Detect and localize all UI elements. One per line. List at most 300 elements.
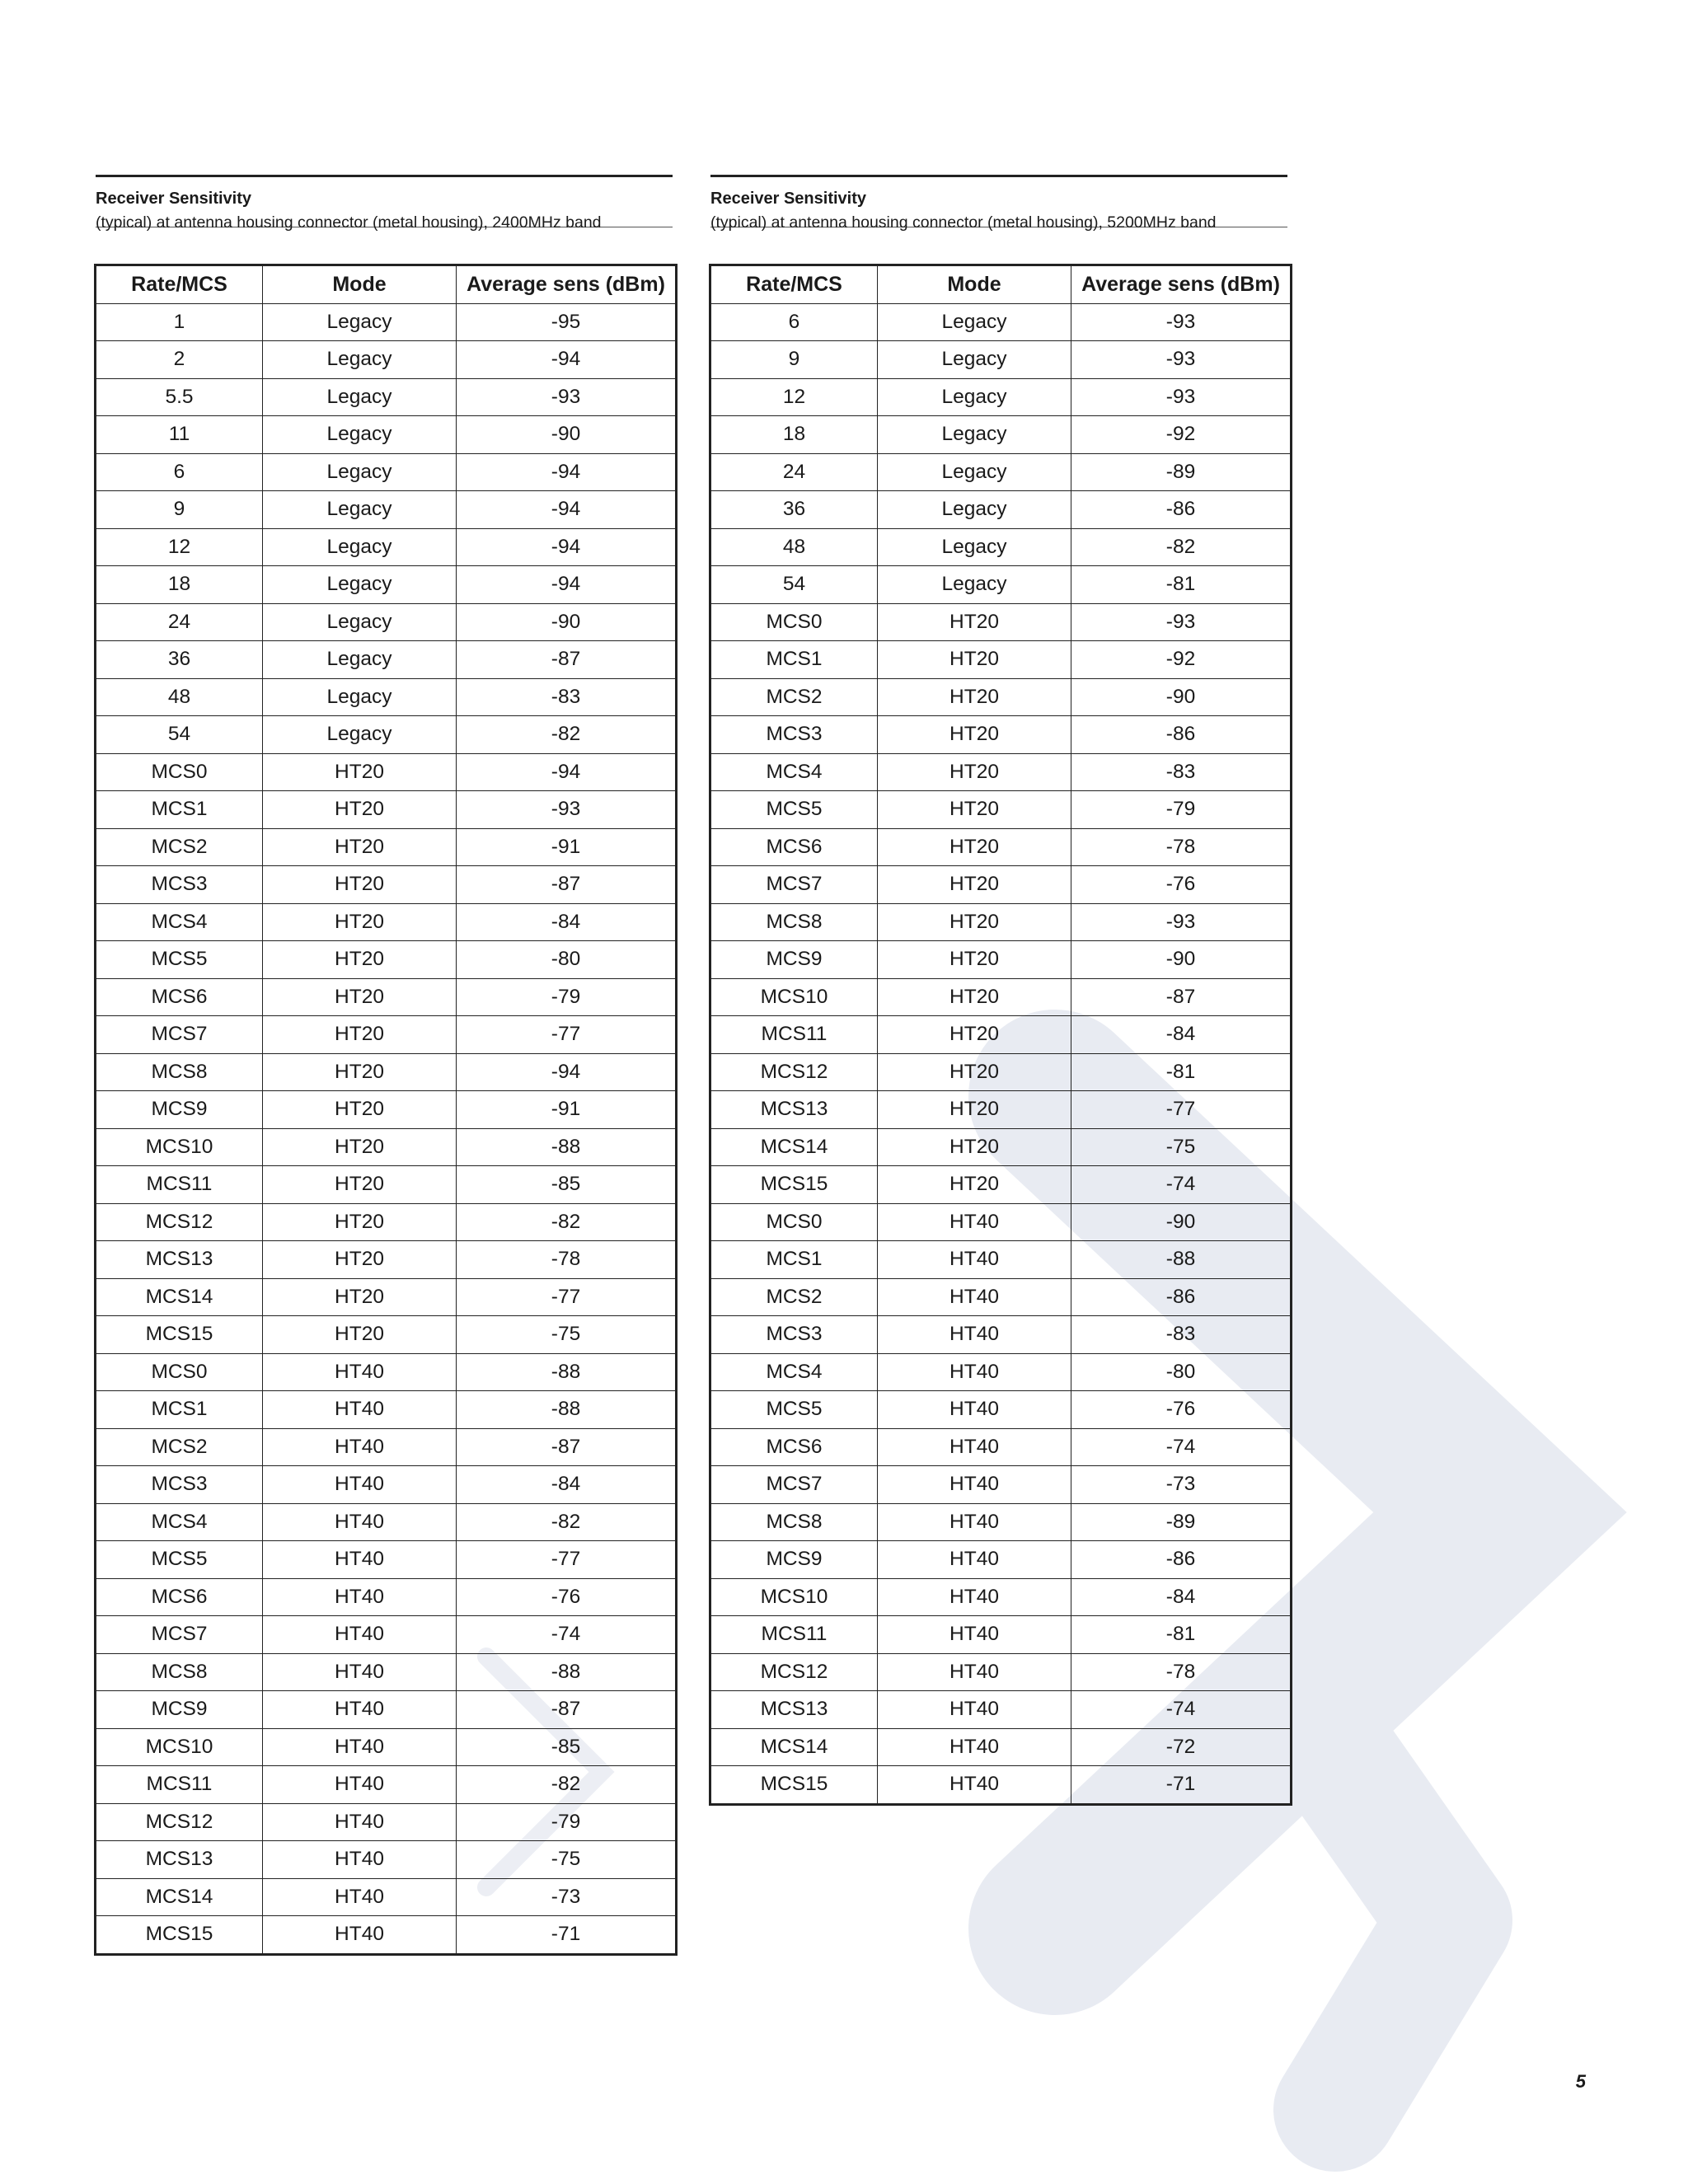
- cell-average-sens: -81: [1071, 1616, 1292, 1654]
- cell-mode: HT40: [878, 1578, 1071, 1616]
- cell-mode: HT20: [263, 1278, 457, 1316]
- section-title: Receiver Sensitivity: [96, 190, 251, 208]
- cell-mode: HT20: [878, 1166, 1071, 1204]
- cell-average-sens: -83: [1071, 1316, 1292, 1354]
- column-header-sens: Average sens (dBm): [1071, 265, 1292, 304]
- cell-rate-mcs: MCS10: [710, 978, 878, 1016]
- cell-average-sens: -75: [457, 1841, 677, 1879]
- cell-average-sens: -77: [1071, 1091, 1292, 1129]
- cell-average-sens: -92: [1071, 641, 1292, 679]
- cell-mode: HT20: [878, 866, 1071, 904]
- cell-average-sens: -89: [1071, 1503, 1292, 1541]
- cell-mode: HT20: [878, 716, 1071, 754]
- cell-average-sens: -95: [457, 303, 677, 341]
- cell-average-sens: -76: [457, 1578, 677, 1616]
- cell-mode: Legacy: [263, 566, 457, 604]
- cell-average-sens: -83: [1071, 753, 1292, 791]
- table-row: [710, 1016, 1292, 1054]
- cell-average-sens: -88: [457, 1353, 677, 1391]
- cell-average-sens: -76: [1071, 1391, 1292, 1429]
- cell-rate-mcs: MCS0: [96, 1353, 263, 1391]
- cell-average-sens: -86: [1071, 491, 1292, 529]
- cell-average-sens: -82: [1071, 528, 1292, 566]
- cell-mode: Legacy: [263, 641, 457, 679]
- table-row: [96, 1841, 677, 1879]
- cell-mode: HT40: [878, 1466, 1071, 1504]
- cell-mode: HT20: [263, 1166, 457, 1204]
- cell-mode: HT20: [263, 828, 457, 866]
- cell-mode: HT20: [263, 866, 457, 904]
- cell-rate-mcs: MCS6: [96, 978, 263, 1016]
- table-row: [710, 303, 1292, 341]
- cell-mode: HT20: [263, 903, 457, 941]
- cell-rate-mcs: MCS4: [710, 753, 878, 791]
- cell-average-sens: -74: [1071, 1691, 1292, 1729]
- cell-average-sens: -83: [457, 678, 677, 716]
- cell-rate-mcs: MCS0: [96, 753, 263, 791]
- cell-rate-mcs: 48: [96, 678, 263, 716]
- table-row: [96, 866, 677, 904]
- table-row: [96, 1128, 677, 1166]
- cell-rate-mcs: MCS3: [710, 716, 878, 754]
- sensitivity-table-5200mhz: [709, 264, 1292, 1806]
- table-row: [710, 1503, 1292, 1541]
- column-header-rate: Rate/MCS: [710, 265, 878, 304]
- table-row: [710, 641, 1292, 679]
- cell-rate-mcs: 9: [710, 341, 878, 379]
- table-row: [710, 1391, 1292, 1429]
- cell-rate-mcs: MCS7: [710, 1466, 878, 1504]
- outer-chevron-watermark: [1335, 1755, 1451, 2110]
- cell-mode: HT40: [878, 1241, 1071, 1279]
- cell-mode: Legacy: [263, 716, 457, 754]
- table-row: [96, 1166, 677, 1204]
- cell-average-sens: -72: [1071, 1728, 1292, 1766]
- cell-average-sens: -79: [1071, 791, 1292, 829]
- table-row: [96, 1428, 677, 1466]
- table-row: [96, 341, 677, 379]
- cell-average-sens: -84: [457, 1466, 677, 1504]
- cell-average-sens: -81: [1071, 1053, 1292, 1091]
- cell-mode: HT20: [878, 828, 1071, 866]
- cell-mode: HT40: [263, 1803, 457, 1841]
- table-row: [96, 1391, 677, 1429]
- table-row: [710, 378, 1292, 416]
- table-row: [710, 1203, 1292, 1241]
- cell-average-sens: -77: [457, 1541, 677, 1579]
- cell-rate-mcs: MCS0: [710, 603, 878, 641]
- cell-rate-mcs: MCS8: [710, 903, 878, 941]
- cell-average-sens: -88: [1071, 1241, 1292, 1279]
- table-row: [96, 453, 677, 491]
- cell-rate-mcs: MCS15: [710, 1766, 878, 1805]
- cell-rate-mcs: MCS11: [96, 1166, 263, 1204]
- cell-rate-mcs: 36: [710, 491, 878, 529]
- cell-average-sens: -94: [457, 566, 677, 604]
- cell-rate-mcs: MCS13: [96, 1841, 263, 1879]
- cell-average-sens: -93: [1071, 378, 1292, 416]
- table-row: [96, 791, 677, 829]
- cell-average-sens: -88: [457, 1391, 677, 1429]
- cell-mode: Legacy: [263, 378, 457, 416]
- cell-mode: HT20: [263, 941, 457, 979]
- table-row: [96, 903, 677, 941]
- cell-rate-mcs: MCS1: [96, 791, 263, 829]
- cell-rate-mcs: MCS9: [710, 941, 878, 979]
- cell-mode: HT40: [263, 1428, 457, 1466]
- table-row: [96, 1766, 677, 1804]
- table-row: [96, 528, 677, 566]
- cell-rate-mcs: 48: [710, 528, 878, 566]
- cell-average-sens: -87: [457, 1691, 677, 1729]
- cell-average-sens: -87: [1071, 978, 1292, 1016]
- table-row: [710, 1316, 1292, 1354]
- cell-mode: Legacy: [878, 491, 1071, 529]
- cell-rate-mcs: 54: [710, 566, 878, 604]
- table-row: [96, 753, 677, 791]
- cell-rate-mcs: MCS4: [96, 1503, 263, 1541]
- cell-average-sens: -90: [1071, 1203, 1292, 1241]
- cell-mode: HT40: [878, 1353, 1071, 1391]
- cell-average-sens: -78: [457, 1241, 677, 1279]
- cell-mode: Legacy: [878, 378, 1071, 416]
- table-row: [96, 941, 677, 979]
- column-header-mode: Mode: [263, 265, 457, 304]
- cell-average-sens: -74: [1071, 1166, 1292, 1204]
- cell-mode: HT40: [878, 1691, 1071, 1729]
- table-row: [96, 1203, 677, 1241]
- section-header: [96, 175, 673, 232]
- cell-mode: HT40: [878, 1503, 1071, 1541]
- cell-rate-mcs: MCS8: [710, 1503, 878, 1541]
- cell-rate-mcs: MCS3: [96, 866, 263, 904]
- cell-mode: HT40: [263, 1466, 457, 1504]
- table-header-row: [96, 265, 677, 304]
- table-row: [96, 678, 677, 716]
- cell-average-sens: -88: [457, 1653, 677, 1691]
- cell-average-sens: -91: [457, 828, 677, 866]
- cell-average-sens: -74: [457, 1616, 677, 1654]
- cell-average-sens: -75: [1071, 1128, 1292, 1166]
- table-row: [96, 1091, 677, 1129]
- table-row: [96, 1241, 677, 1279]
- column-header-sens: Average sens (dBm): [457, 265, 677, 304]
- table-row: [710, 1691, 1292, 1729]
- cell-rate-mcs: 12: [96, 528, 263, 566]
- table-row: [710, 341, 1292, 379]
- cell-mode: HT40: [263, 1541, 457, 1579]
- table-row: [710, 1241, 1292, 1279]
- cell-rate-mcs: 54: [96, 716, 263, 754]
- cell-rate-mcs: MCS3: [96, 1466, 263, 1504]
- cell-average-sens: -94: [457, 528, 677, 566]
- cell-mode: HT20: [878, 791, 1071, 829]
- cell-rate-mcs: MCS1: [96, 1391, 263, 1429]
- table-row: [710, 1728, 1292, 1766]
- cell-mode: HT20: [878, 978, 1071, 1016]
- cell-rate-mcs: MCS13: [710, 1091, 878, 1129]
- cell-rate-mcs: MCS7: [96, 1016, 263, 1054]
- table-row: [710, 828, 1292, 866]
- cell-average-sens: -75: [457, 1316, 677, 1354]
- table-row: [710, 716, 1292, 754]
- table-row: [96, 1278, 677, 1316]
- table-row: [710, 941, 1292, 979]
- cell-rate-mcs: MCS6: [710, 1428, 878, 1466]
- cell-rate-mcs: MCS12: [710, 1053, 878, 1091]
- cell-mode: HT40: [263, 1766, 457, 1804]
- cell-average-sens: -93: [1071, 903, 1292, 941]
- cell-rate-mcs: MCS14: [710, 1728, 878, 1766]
- cell-rate-mcs: MCS15: [96, 1316, 263, 1354]
- cell-rate-mcs: MCS5: [710, 1391, 878, 1429]
- cell-average-sens: -84: [457, 903, 677, 941]
- cell-rate-mcs: MCS14: [710, 1128, 878, 1166]
- cell-mode: HT40: [878, 1541, 1071, 1579]
- cell-rate-mcs: MCS15: [710, 1166, 878, 1204]
- section-header: [710, 175, 1287, 232]
- cell-mode: HT40: [878, 1391, 1071, 1429]
- cell-average-sens: -90: [457, 603, 677, 641]
- cell-rate-mcs: MCS5: [96, 1541, 263, 1579]
- cell-rate-mcs: MCS13: [710, 1691, 878, 1729]
- table-row: [96, 1016, 677, 1054]
- table-row: [96, 1878, 677, 1916]
- cell-mode: HT20: [263, 791, 457, 829]
- cell-mode: Legacy: [263, 341, 457, 379]
- cell-rate-mcs: MCS2: [710, 678, 878, 716]
- cell-mode: Legacy: [263, 603, 457, 641]
- section-subtitle: (typical) at antenna housing connector (metal housing), 2400MHz band: [96, 213, 602, 232]
- cell-average-sens: -93: [457, 791, 677, 829]
- table-row: [710, 1091, 1292, 1129]
- page-number: 5: [1575, 2071, 1586, 2092]
- table-row: [710, 678, 1292, 716]
- cell-mode: HT20: [263, 1016, 457, 1054]
- cell-rate-mcs: 11: [96, 416, 263, 454]
- cell-rate-mcs: 6: [96, 453, 263, 491]
- cell-rate-mcs: MCS12: [710, 1653, 878, 1691]
- cell-rate-mcs: MCS11: [96, 1766, 263, 1804]
- cell-average-sens: -84: [1071, 1578, 1292, 1616]
- cell-rate-mcs: MCS6: [96, 1578, 263, 1616]
- cell-average-sens: -78: [1071, 1653, 1292, 1691]
- cell-mode: Legacy: [878, 453, 1071, 491]
- cell-average-sens: -76: [1071, 866, 1292, 904]
- cell-rate-mcs: MCS6: [710, 828, 878, 866]
- cell-rate-mcs: MCS4: [96, 903, 263, 941]
- cell-mode: HT40: [263, 1353, 457, 1391]
- cell-rate-mcs: MCS3: [710, 1316, 878, 1354]
- table-row: [710, 978, 1292, 1016]
- cell-average-sens: -71: [1071, 1766, 1292, 1805]
- column-header-rate: Rate/MCS: [96, 265, 263, 304]
- cell-mode: HT40: [263, 1691, 457, 1729]
- cell-average-sens: -90: [457, 416, 677, 454]
- table-row: [710, 1128, 1292, 1166]
- cell-mode: HT20: [263, 1128, 457, 1166]
- cell-rate-mcs: 9: [96, 491, 263, 529]
- table-row: [96, 1466, 677, 1504]
- table-row: [710, 566, 1292, 604]
- cell-rate-mcs: MCS10: [710, 1578, 878, 1616]
- cell-mode: Legacy: [263, 416, 457, 454]
- table-row: [710, 1578, 1292, 1616]
- cell-rate-mcs: 24: [710, 453, 878, 491]
- cell-mode: HT40: [263, 1391, 457, 1429]
- table-row: [710, 753, 1292, 791]
- cell-average-sens: -78: [1071, 828, 1292, 866]
- cell-mode: HT20: [878, 753, 1071, 791]
- cell-mode: HT20: [263, 1316, 457, 1354]
- cell-rate-mcs: 36: [96, 641, 263, 679]
- cell-rate-mcs: 5.5: [96, 378, 263, 416]
- cell-mode: HT20: [878, 1128, 1071, 1166]
- cell-average-sens: -91: [457, 1091, 677, 1129]
- table-row: [96, 1616, 677, 1654]
- cell-rate-mcs: MCS8: [96, 1053, 263, 1091]
- cell-average-sens: -90: [1071, 678, 1292, 716]
- cell-mode: HT40: [878, 1316, 1071, 1354]
- cell-rate-mcs: MCS0: [710, 1203, 878, 1241]
- table-row: [710, 1616, 1292, 1654]
- cell-mode: Legacy: [263, 303, 457, 341]
- cell-mode: Legacy: [878, 416, 1071, 454]
- cell-rate-mcs: 18: [96, 566, 263, 604]
- cell-average-sens: -71: [457, 1916, 677, 1955]
- cell-average-sens: -79: [457, 1803, 677, 1841]
- cell-average-sens: -82: [457, 1503, 677, 1541]
- table-row: [710, 1166, 1292, 1204]
- cell-rate-mcs: MCS10: [96, 1728, 263, 1766]
- cell-average-sens: -93: [1071, 603, 1292, 641]
- cell-mode: HT40: [878, 1428, 1071, 1466]
- cell-rate-mcs: 6: [710, 303, 878, 341]
- cell-average-sens: -94: [457, 753, 677, 791]
- cell-average-sens: -80: [457, 941, 677, 979]
- cell-rate-mcs: MCS14: [96, 1278, 263, 1316]
- cell-average-sens: -92: [1071, 416, 1292, 454]
- cell-mode: HT40: [878, 1766, 1071, 1805]
- table-row: [96, 603, 677, 641]
- table-row: [96, 1728, 677, 1766]
- table-row: [710, 603, 1292, 641]
- table-row: [96, 1316, 677, 1354]
- cell-mode: HT20: [878, 603, 1071, 641]
- cell-mode: HT40: [878, 1278, 1071, 1316]
- cell-mode: HT20: [878, 903, 1071, 941]
- cell-rate-mcs: MCS7: [96, 1616, 263, 1654]
- section-subtitle: (typical) at antenna housing connector (metal housing), 5200MHz band: [710, 213, 1217, 232]
- cell-rate-mcs: MCS12: [96, 1203, 263, 1241]
- cell-mode: HT20: [878, 941, 1071, 979]
- cell-mode: HT40: [263, 1653, 457, 1691]
- cell-rate-mcs: MCS9: [96, 1091, 263, 1129]
- cell-average-sens: -87: [457, 866, 677, 904]
- cell-rate-mcs: 1: [96, 303, 263, 341]
- table-row: [96, 491, 677, 529]
- cell-mode: HT20: [263, 753, 457, 791]
- cell-mode: HT40: [878, 1728, 1071, 1766]
- cell-mode: HT40: [263, 1578, 457, 1616]
- table-row: [710, 1428, 1292, 1466]
- table-row: [710, 1466, 1292, 1504]
- table-row: [96, 303, 677, 341]
- cell-rate-mcs: 12: [710, 378, 878, 416]
- cell-rate-mcs: MCS13: [96, 1241, 263, 1279]
- table-row: [96, 566, 677, 604]
- cell-mode: HT40: [878, 1203, 1071, 1241]
- cell-rate-mcs: 18: [710, 416, 878, 454]
- table-row: [710, 1053, 1292, 1091]
- cell-mode: HT40: [263, 1878, 457, 1916]
- cell-rate-mcs: MCS8: [96, 1653, 263, 1691]
- table-row: [96, 1916, 677, 1955]
- cell-mode: HT40: [263, 1841, 457, 1879]
- cell-rate-mcs: MCS5: [96, 941, 263, 979]
- cell-average-sens: -82: [457, 716, 677, 754]
- table-row: [96, 641, 677, 679]
- sensitivity-table-2400mhz: [94, 264, 678, 1956]
- cell-average-sens: -77: [457, 1278, 677, 1316]
- cell-average-sens: -93: [1071, 303, 1292, 341]
- cell-average-sens: -87: [457, 1428, 677, 1466]
- table-row: [710, 528, 1292, 566]
- table-row: [710, 491, 1292, 529]
- cell-rate-mcs: MCS1: [710, 1241, 878, 1279]
- table-section-5200mhz: [710, 175, 1287, 1796]
- cell-rate-mcs: MCS5: [710, 791, 878, 829]
- table-row: [96, 1803, 677, 1841]
- cell-rate-mcs: MCS1: [710, 641, 878, 679]
- cell-mode: Legacy: [878, 303, 1071, 341]
- cell-rate-mcs: MCS2: [96, 828, 263, 866]
- cell-average-sens: -93: [457, 378, 677, 416]
- cell-mode: HT40: [263, 1616, 457, 1654]
- cell-average-sens: -94: [457, 1053, 677, 1091]
- cell-average-sens: -84: [1071, 1016, 1292, 1054]
- column-header-mode: Mode: [878, 265, 1071, 304]
- cell-rate-mcs: MCS7: [710, 866, 878, 904]
- section-title: Receiver Sensitivity: [710, 190, 866, 208]
- table-row: [710, 1278, 1292, 1316]
- table-row: [96, 1691, 677, 1729]
- table-row: [710, 1541, 1292, 1579]
- cell-average-sens: -86: [1071, 1278, 1292, 1316]
- cell-average-sens: -82: [457, 1203, 677, 1241]
- cell-rate-mcs: MCS4: [710, 1353, 878, 1391]
- cell-average-sens: -82: [457, 1766, 677, 1804]
- cell-rate-mcs: MCS10: [96, 1128, 263, 1166]
- cell-mode: HT20: [263, 1203, 457, 1241]
- cell-mode: Legacy: [263, 453, 457, 491]
- table-row: [710, 453, 1292, 491]
- cell-mode: HT20: [878, 1016, 1071, 1054]
- cell-average-sens: -90: [1071, 941, 1292, 979]
- cell-mode: HT40: [263, 1503, 457, 1541]
- cell-mode: HT40: [263, 1728, 457, 1766]
- cell-average-sens: -94: [457, 453, 677, 491]
- cell-average-sens: -94: [457, 341, 677, 379]
- table-row: [710, 866, 1292, 904]
- cell-average-sens: -73: [1071, 1466, 1292, 1504]
- cell-average-sens: -89: [1071, 453, 1292, 491]
- table-row: [710, 1353, 1292, 1391]
- cell-rate-mcs: MCS15: [96, 1916, 263, 1955]
- cell-mode: HT40: [878, 1616, 1071, 1654]
- cell-average-sens: -93: [1071, 341, 1292, 379]
- cell-average-sens: -77: [457, 1016, 677, 1054]
